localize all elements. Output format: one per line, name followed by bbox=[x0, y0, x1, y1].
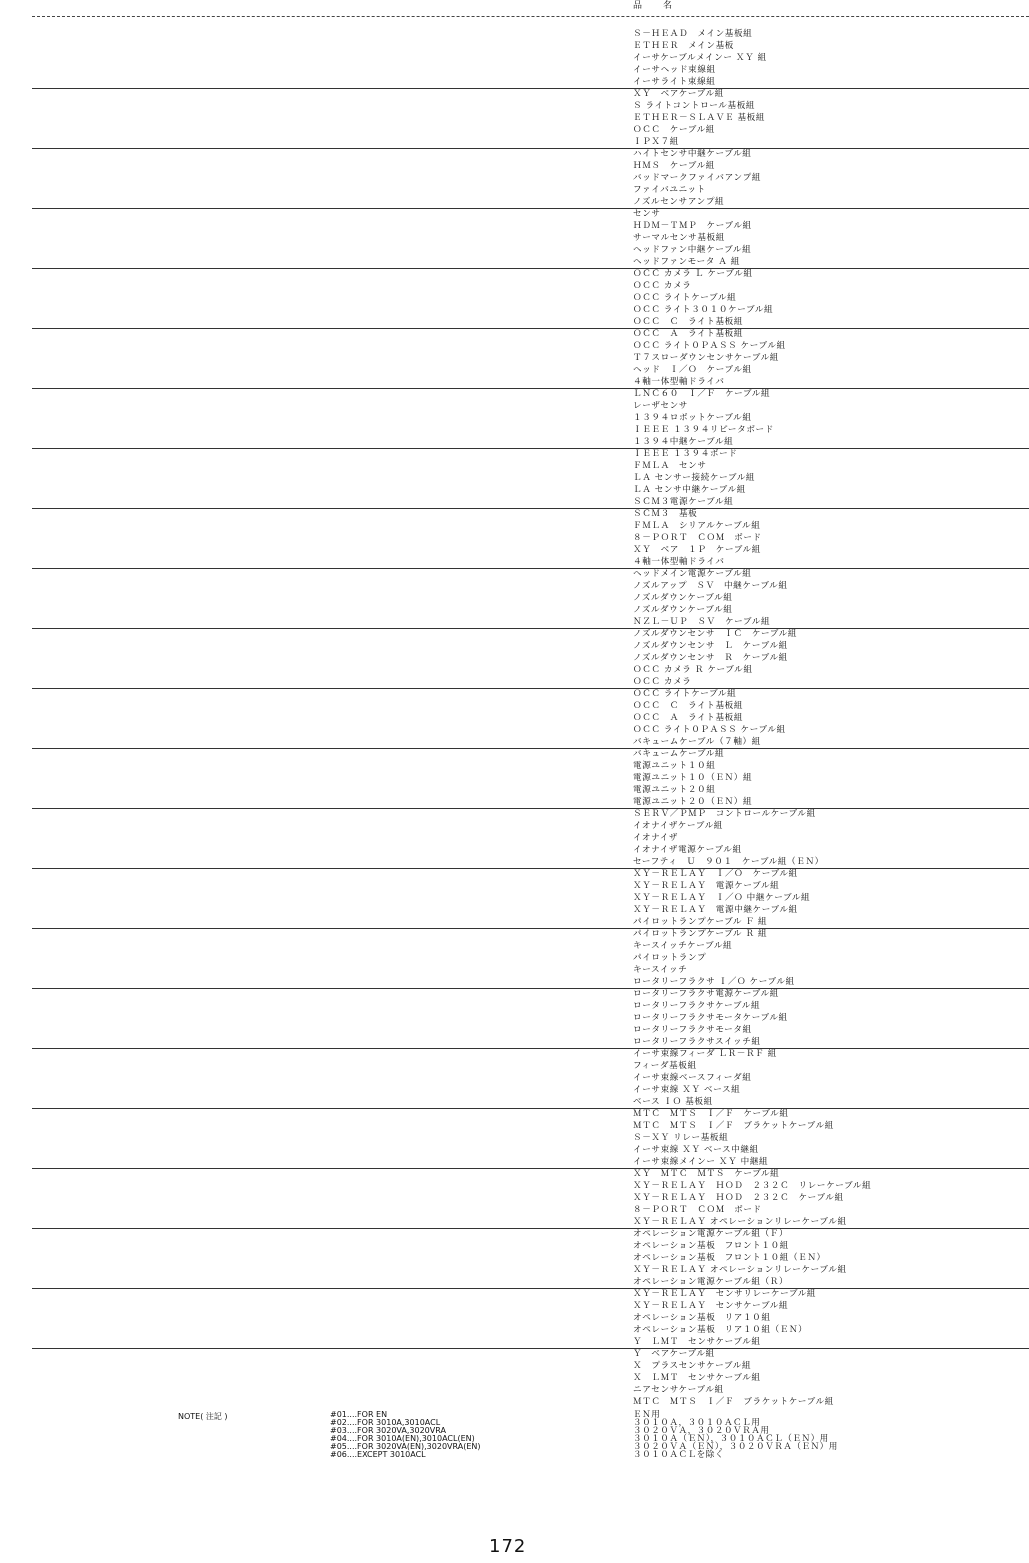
part-item: ＯＣＣ ライトケーブル組 bbox=[633, 293, 737, 303]
part-group bbox=[0, 1228, 1029, 1288]
part-item: バキュームケーブル組 bbox=[633, 749, 725, 759]
part-item: 電源ユニット２０（ＥＮ）組 bbox=[633, 797, 753, 807]
part-group bbox=[0, 28, 1029, 88]
part-item: 電源ユニット２０組 bbox=[633, 785, 716, 795]
part-item: ノズルダウンセンサ Ｌ ケーブル組 bbox=[633, 641, 788, 651]
part-item: ＳＥＲＶ／ＰＭＰ コントロールケーブル組 bbox=[633, 809, 816, 819]
part-item: ＩＥＥＥ １３９４ボード bbox=[633, 449, 738, 459]
part-item: パイロットランプ bbox=[633, 953, 707, 963]
part-item: ＳＣＭ３電源ケーブル組 bbox=[633, 497, 734, 507]
part-item: イオナイザケーブル組 bbox=[633, 821, 723, 831]
part-item: ＸＹ－ＲＥＬＡＹ 電源中継ケーブル組 bbox=[633, 905, 798, 915]
note-description: ３０１０Ａ，３０１０ＡＣＬ用 bbox=[633, 1418, 761, 1428]
part-item: Ｘ ＬＭＴ センサケーブル組 bbox=[633, 1373, 761, 1383]
part-group bbox=[0, 868, 1029, 928]
part-item: サーマルセンサ基板組 bbox=[633, 233, 725, 243]
column-header-part-name: 品 名 bbox=[633, 1, 679, 11]
part-item: ヘッドファン中継ケーブル組 bbox=[633, 245, 752, 255]
part-item: ロータリーフラクサモータケーブル組 bbox=[633, 1013, 788, 1023]
part-item: ＩＥＥＥ １３９４リピータボード bbox=[633, 425, 774, 435]
part-item: ＯＣＣ カメラ bbox=[633, 677, 692, 687]
part-item: イーサ束線フィーダ ＬＲ－ＲＦ 組 bbox=[633, 1049, 777, 1059]
part-item: ＸＹ－ＲＥＬＡＹ ＨＯＤ ２３２Ｃ リレーケーブル組 bbox=[633, 1181, 872, 1191]
part-item: ＯＣＣ Ａ ライト基板組 bbox=[633, 713, 744, 723]
part-item: ＯＣＣ カメラ Ｌ ケーブル組 bbox=[633, 269, 753, 279]
part-item: Ｓ－ＨＥＡＤ メイン基板組 bbox=[633, 29, 753, 39]
part-item: ヘッドメイン電源ケーブル組 bbox=[633, 569, 752, 579]
part-item: ＸＹ－ＲＥＬＡＹ Ｉ／Ｏ ケーブル組 bbox=[633, 869, 798, 879]
part-item: ロータリーフラクサ Ｉ／Ｏ ケーブル組 bbox=[633, 977, 795, 987]
part-item: イーサ束線ベースフィーダ組 bbox=[633, 1073, 752, 1083]
part-item: ＯＣＣ ライトケーブル組 bbox=[633, 689, 737, 699]
part-item: センサ bbox=[633, 209, 661, 219]
part-item: ロータリーフラクサモータ組 bbox=[633, 1025, 752, 1035]
part-group bbox=[0, 568, 1029, 628]
part-item: ＯＣＣ ライト０ＰＡＳＳ ケーブル組 bbox=[633, 725, 786, 735]
part-item: ＸＹ－ＲＥＬＡＹ 電源ケーブル組 bbox=[633, 881, 780, 891]
part-item: ＭＴＣ ＭＴＳ Ｉ／Ｆ ケーブル組 bbox=[633, 1109, 789, 1119]
part-item: ノズルダウンケーブル組 bbox=[633, 605, 733, 615]
part-item: ヘッドファンモータ Ａ 組 bbox=[633, 257, 741, 267]
note-description: ３０１０ＡＣＬを除く bbox=[633, 1450, 724, 1460]
part-group bbox=[0, 688, 1029, 748]
note-code: #05....FOR 3020VA(EN),3020VRA(EN) bbox=[330, 1442, 481, 1451]
part-item: ４軸一体型軸ドライバ bbox=[633, 377, 725, 387]
part-item: イオナイザ bbox=[633, 833, 679, 843]
part-item: ＯＣＣ Ｃ ライト基板組 bbox=[633, 701, 744, 711]
part-item: ＯＣＣ カメラ Ｒ ケーブル組 bbox=[633, 665, 753, 675]
part-item: オペレーション基板 フロント１０組（ＥＮ） bbox=[633, 1253, 826, 1263]
part-item: オペレーション電源ケーブル組（Ｆ） bbox=[633, 1229, 789, 1239]
part-item: ニアセンサケーブル組 bbox=[633, 1385, 724, 1395]
part-item: ＸＹ－ＲＥＬＡＹ センサケーブル組 bbox=[633, 1301, 789, 1311]
part-item: ノズルダウンセンサ ＩＣ ケーブル組 bbox=[633, 629, 798, 639]
part-item: ＸＹ ベア １Ｐ ケーブル組 bbox=[633, 545, 761, 555]
part-group bbox=[0, 1048, 1029, 1108]
part-item: ベース ＩＯ 基板組 bbox=[633, 1097, 713, 1107]
part-item: バキュームケーブル（７軸）組 bbox=[633, 737, 761, 747]
part-item: ノズルアップ ＳＶ 中継ケーブル組 bbox=[633, 581, 788, 591]
part-item: ８－ＰＯＲＴ ＣＯＭ ボード bbox=[633, 533, 762, 543]
part-item: Ｔ７スローダウンセンサケーブル組 bbox=[633, 353, 779, 363]
part-item: オペレーション電源ケーブル組（Ｒ） bbox=[633, 1277, 789, 1287]
part-item: Ｓ－ＸＹ リレー基板組 bbox=[633, 1133, 729, 1143]
part-item: ＦＭＬＡ シリアルケーブル組 bbox=[633, 521, 761, 531]
part-item: ＮＺＬ－ＵＰ ＳＶ ケーブル組 bbox=[633, 617, 771, 627]
part-item: イーサケーブルメインー ＸＹ 組 bbox=[633, 53, 767, 63]
part-item: ＸＹ－ＲＥＬＡＹ オペレーションリレーケーブル組 bbox=[633, 1217, 847, 1227]
part-group bbox=[0, 808, 1029, 868]
part-item: ノズルセンサアンプ組 bbox=[633, 197, 725, 207]
part-group bbox=[0, 268, 1029, 328]
part-item: ヘッド Ｉ／Ｏ ケーブル組 bbox=[633, 365, 752, 375]
part-item: Ｙ ベアケーブル組 bbox=[633, 1349, 715, 1359]
part-item: ＯＣＣ ケーブル組 bbox=[633, 125, 715, 135]
part-group bbox=[0, 928, 1029, 988]
part-item: セーフティ Ｕ ９０１ ケーブル組（ＥＮ） bbox=[633, 857, 824, 867]
part-item: オペレーション基板 リア１０組 bbox=[633, 1313, 771, 1323]
part-group bbox=[0, 1288, 1029, 1348]
page-number: 172 bbox=[489, 1536, 527, 1557]
part-item: ＬＡ センサ中継ケーブル組 bbox=[633, 485, 746, 495]
part-group bbox=[0, 748, 1029, 808]
part-item: ＸＹ－ＲＥＬＡＹ オペレーションリレーケーブル組 bbox=[633, 1265, 847, 1275]
note-code: #03....FOR 3020VA,3020VRA bbox=[330, 1426, 446, 1435]
part-group bbox=[0, 1168, 1029, 1228]
part-item: バッドマークファイバアンプ組 bbox=[633, 173, 762, 183]
part-item: イーサライト束線組 bbox=[633, 77, 716, 87]
part-item: 電源ユニット１０組 bbox=[633, 761, 716, 771]
part-item: ノズルダウンセンサ Ｒ ケーブル組 bbox=[633, 653, 788, 663]
part-item: ファイバユニット bbox=[633, 185, 706, 195]
note-descriptions-list bbox=[633, 1411, 838, 1459]
note-label: NOTE( 注記 ) bbox=[178, 1412, 228, 1421]
part-group bbox=[0, 388, 1029, 448]
part-item: ＭＴＣ ＭＴＳ Ｉ／Ｆ ブラケットケーブル組 bbox=[633, 1121, 834, 1131]
part-item: ８－ＰＯＲＴ ＣＯＭ ボード bbox=[633, 1205, 762, 1215]
part-item: １３９４中継ケーブル組 bbox=[633, 437, 734, 447]
part-item: ＯＣＣ ライト０ＰＡＳＳ ケーブル組 bbox=[633, 341, 786, 351]
part-item: ＩＰＸ７組 bbox=[633, 137, 679, 147]
part-item: パイロットランプケーブル Ｒ 組 bbox=[633, 929, 768, 939]
part-item: ＦＭＬＡ センサ bbox=[633, 461, 707, 471]
part-item: ハイトセンサ中継ケーブル組 bbox=[633, 149, 752, 159]
part-item: ＸＹ ベアケーブル組 bbox=[633, 89, 724, 99]
part-item: ＸＹ－ＲＥＬＡＹ ＨＯＤ ２３２Ｃ ケーブル組 bbox=[633, 1193, 844, 1203]
part-group bbox=[0, 148, 1029, 208]
part-item: ＥＴＨＥＲ メイン基板 bbox=[633, 41, 734, 51]
part-item: ノズルダウンケーブル組 bbox=[633, 593, 733, 603]
note-code: #06....EXCEPT 3010ACL bbox=[330, 1450, 426, 1459]
part-item: Ｓ ライトコントロール基板組 bbox=[633, 101, 756, 111]
part-item: ロータリーフラクサ電源ケーブル組 bbox=[633, 989, 779, 999]
part-item: ＸＹ－ＲＥＬＡＹ センサリレーケーブル組 bbox=[633, 1289, 817, 1299]
part-item: ＨＤＭ－ＴＭＰ ケーブル組 bbox=[633, 221, 752, 231]
part-group bbox=[0, 1348, 1029, 1408]
part-group bbox=[0, 88, 1029, 148]
part-item: キースイッチ bbox=[633, 965, 688, 975]
part-item: パイロットランプケーブル Ｆ 組 bbox=[633, 917, 768, 927]
part-group bbox=[0, 1108, 1029, 1168]
part-item: イーサ束線 ＸＹ ベース組 bbox=[633, 1085, 741, 1095]
part-item: 電源ユニット１０（ＥＮ）組 bbox=[633, 773, 753, 783]
part-item: キースイッチケーブル組 bbox=[633, 941, 733, 951]
part-item: Ｘ プラスセンサケーブル組 bbox=[633, 1361, 752, 1371]
part-item: イオナイザ電源ケーブル組 bbox=[633, 845, 742, 855]
header-dashed-divider bbox=[32, 16, 1029, 17]
part-item: ＸＹ－ＲＥＬＡＹ Ｉ／Ｏ 中継ケーブル組 bbox=[633, 893, 811, 903]
part-item: ＬＡ センサー接続ケーブル組 bbox=[633, 473, 756, 483]
part-item: ＥＴＨＥＲ－ＳＬＡＶＥ 基板組 bbox=[633, 113, 766, 123]
part-group bbox=[0, 988, 1029, 1048]
part-group bbox=[0, 508, 1029, 568]
part-item: １３９４ロボットケーブル組 bbox=[633, 413, 752, 423]
part-group bbox=[0, 328, 1029, 388]
part-item: ＳＣＭ３ 基板 bbox=[633, 509, 698, 519]
part-group bbox=[0, 448, 1029, 508]
part-item: フィーダ基板組 bbox=[633, 1061, 697, 1071]
part-item: ロータリーフラクサケーブル組 bbox=[633, 1001, 761, 1011]
part-group bbox=[0, 208, 1029, 268]
part-item: ＯＣＣ Ａ ライト基板組 bbox=[633, 329, 744, 339]
part-item: イーサ束線 ＸＹ ベース中継組 bbox=[633, 1145, 759, 1155]
part-item: ロータリーフラクサスイッチ組 bbox=[633, 1037, 761, 1047]
part-item: イーサヘッド束線組 bbox=[633, 65, 716, 75]
note-codes-list bbox=[330, 1411, 481, 1459]
part-item: ＯＣＣ カメラ bbox=[633, 281, 692, 291]
part-item: ＨＭＳ ケーブル組 bbox=[633, 161, 715, 171]
parts-list bbox=[0, 28, 1029, 1408]
part-item: イーサ束線メインー ＸＹ 中継組 bbox=[633, 1157, 769, 1167]
part-item: オペレーション基板 リア１０組（ＥＮ） bbox=[633, 1325, 808, 1335]
note-description: ３０１０Ａ（ＥＮ），３０１０ＡＣＬ（ＥＮ）用 bbox=[633, 1434, 829, 1444]
part-group bbox=[0, 628, 1029, 688]
part-item: ＭＴＣ ＭＴＳ Ｉ／Ｆ ブラケットケーブル組 bbox=[633, 1397, 834, 1407]
part-item: ＬＮＣ６０ Ｉ／Ｆ ケーブル組 bbox=[633, 389, 771, 399]
part-item: レーザセンサ bbox=[633, 401, 688, 411]
note-description: ３０２０ＶＡ（ＥＮ），３０２０ＶＲＡ（ＥＮ）用 bbox=[633, 1442, 838, 1452]
part-item: オペレーション基板 フロント１０組 bbox=[633, 1241, 789, 1251]
note-code: #02....FOR 3010A,3010ACL bbox=[330, 1418, 441, 1427]
part-item: ４軸一体型軸ドライバ bbox=[633, 557, 725, 567]
part-item: Ｙ ＬＭＴ センサケーブル組 bbox=[633, 1337, 761, 1347]
part-item: ＯＣＣ Ｃ ライト基板組 bbox=[633, 317, 744, 327]
note-code: #01....FOR EN bbox=[330, 1410, 388, 1419]
note-description: ＥＮ用 bbox=[633, 1410, 661, 1420]
note-code: #04....FOR 3010A(EN),3010ACL(EN) bbox=[330, 1434, 475, 1443]
note-description: ３０２０ＶＡ，３０２０ＶＲＡ用 bbox=[633, 1426, 770, 1436]
part-item: ＸＹ ＭＴＣ ＭＴＳ ケーブル組 bbox=[633, 1169, 780, 1179]
part-item: ＯＣＣ ライト３０１０ケーブル組 bbox=[633, 305, 774, 315]
